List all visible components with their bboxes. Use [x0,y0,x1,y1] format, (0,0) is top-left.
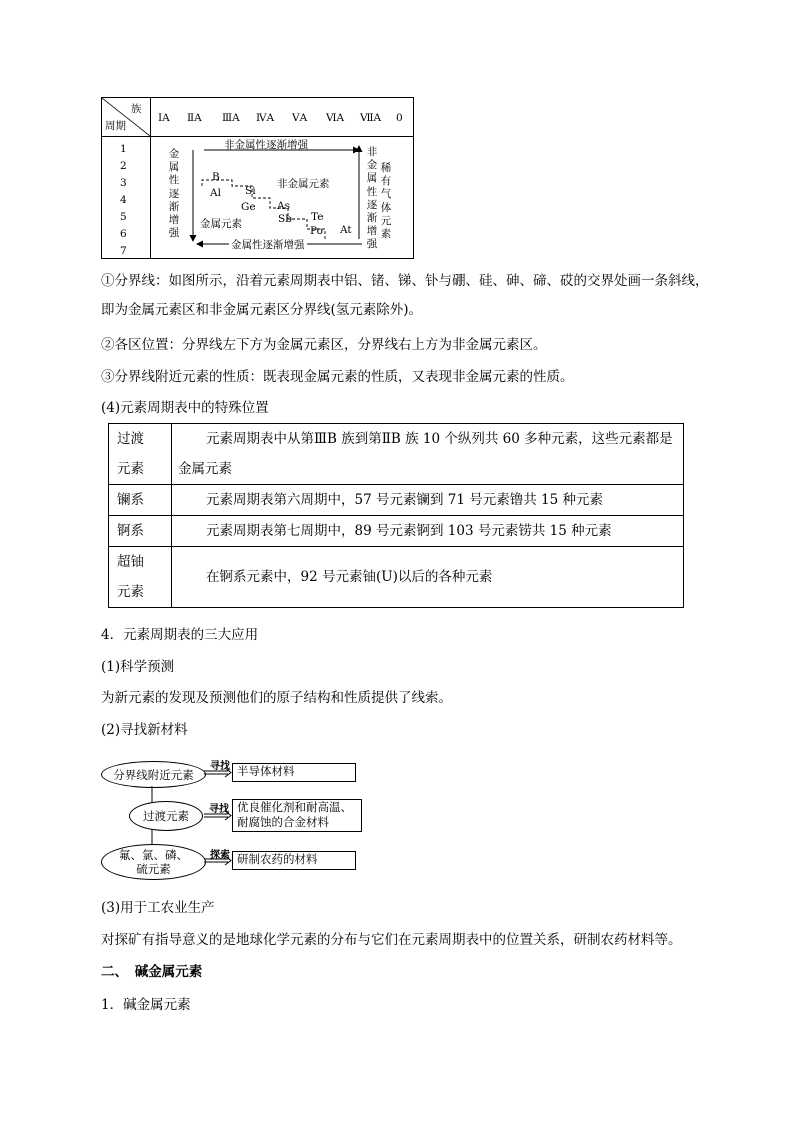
table-value-cell [172,547,684,608]
period-label: 7 [120,245,127,257]
element-si: Si [245,185,256,197]
paragraph-region-position: ②各区位置：分界线左下方为金属元素区，分界线右上方为非金属元素区。 [101,337,547,353]
element-po: Po [310,225,323,237]
element-b: B [212,171,220,183]
heading-scientific-prediction: (1)科学预测 [101,659,175,675]
right-vertical-label: 非金属性逐渐增强 [366,146,378,251]
table-value-line: 元素周期表第七周期中，89 号元素锕到 103 号元素铹共 15 种元素 [206,523,612,539]
group-label: ⅣA [256,112,275,124]
group-label: ⅢA [222,112,240,124]
paragraph-boundary-line: ①分界线：如图所示，沿着元素周期表中铝、锗、锑、钋与硼、硅、砷、碲、砹的交界处画一条斜线， [101,273,709,289]
element-sb: Sb [278,213,292,225]
paragraph-prediction-text: 为新元素的发现及预测他们的原子结构和性质提供了线索。 [101,690,452,706]
arrow-label-find: 寻找 [209,804,229,815]
periodic-table-diagram [101,97,414,259]
arrow-label-explore: 探索 [210,850,230,861]
table-value-cell [172,485,684,516]
table-value-cell [172,424,684,485]
group-label: ⅤA [292,112,308,124]
period-label: 2 [120,160,127,172]
paragraph-boundary-properties: ③分界线附近元素的性质：既表现金属元素的性质，又表现非金属元素的性质。 [101,369,574,385]
element-te: Te [311,211,324,223]
nonmetal-area-label: 非金属元素 [277,178,330,190]
table-value-line: 金属元素 [178,461,232,477]
table-key-cell [109,547,172,608]
period-label: 4 [120,194,127,206]
group-label: ⅠA [158,112,170,124]
metal-area-label: 金属元素 [200,218,242,230]
period-label: 5 [120,211,127,223]
heading-industrial-use: (3)用于工农业生产 [101,900,215,916]
element-at: At [340,224,352,236]
table-row [109,547,684,608]
box-label: 研制农药的材料 [237,852,318,866]
group-label: ⅥA [326,112,345,124]
ellipse-label: 分界线附近元素 [113,767,194,782]
special-positions-table [108,423,684,608]
group-label: ⅡA [187,112,202,124]
box-semiconductor [232,763,356,782]
element-al: Al [210,187,221,199]
table-key-line: 超铀 [117,554,144,570]
table-value-line: 元素周期表第六周期中，57 号元素镧到 71 号元素镥共 15 种元素 [206,492,603,508]
paragraph-boundary-line-cont: 即为金属元素区和非金属元素区分界线(氢元素除外)。 [101,302,423,318]
table-row [109,485,684,516]
table-value-line: 元素周期表中从第ⅢB 族到第ⅡB 族 10 个纵列共 60 多种元素，这些元素都是 [206,431,673,447]
heading-special-positions: (4)元素周期表中的特殊位置 [101,400,269,416]
heading-alkali-metals: 1．碱金属元素 [101,997,191,1013]
table-value-line: 在锕系元素中，92 号元素铀(U)以后的各种元素 [206,569,493,585]
box-label: 半导体材料 [237,764,295,778]
bottom-arrow-label: 金属性逐渐增强 [231,239,305,251]
paragraph-industrial-text: 对探矿有指导意义的是地球化学元素的分布与它们在元素周期表中的位置关系，研制农药材料等。 [101,932,682,948]
ellipse-label: 过渡元素 [143,809,189,823]
left-vertical-label: 金属性逐渐增强 [168,148,180,240]
table-key-line: 元素 [117,584,144,600]
table-key-cell [109,424,172,485]
box-pesticide [232,851,356,870]
top-arrow-label: 非金属性逐渐增强 [224,139,308,151]
box-label: 优良催化剂和耐高温、 [237,800,352,814]
element-ge: Ge [241,201,256,213]
section-alkali-metals: 二、 碱金属元素 [101,964,203,980]
ellipse-label: 硫元素 [136,862,171,876]
box-catalyst-alloy [232,799,362,832]
table-key-line: 过渡 [117,431,144,447]
table-key-cell: 锕系 [109,516,172,547]
heading-new-materials: (2)寻找新材料 [101,722,188,738]
noble-gas-label: 稀有气体元素 [380,162,392,241]
table-row [109,516,684,547]
table-key-line: 元素 [117,461,144,477]
arrow-label-find: 寻找 [210,761,230,772]
table-row [109,424,684,485]
box-label: 耐腐蚀的合金材料 [237,815,329,829]
header-period-label: 周期 [105,120,126,132]
heading-three-applications: 4．元素周期表的三大应用 [101,627,259,643]
table-key-cell: 镧系 [109,485,172,516]
ellipse-label: 氟、氯、磷、 [119,848,188,862]
element-as: As [277,200,290,212]
period-label: 6 [120,228,127,240]
period-label: 1 [120,143,127,155]
header-group-label: 族 [131,103,142,115]
group-label: ⅦA [360,112,382,124]
period-label: 3 [120,177,127,189]
group-label: 0 [396,112,403,124]
table-value-cell [172,516,684,547]
